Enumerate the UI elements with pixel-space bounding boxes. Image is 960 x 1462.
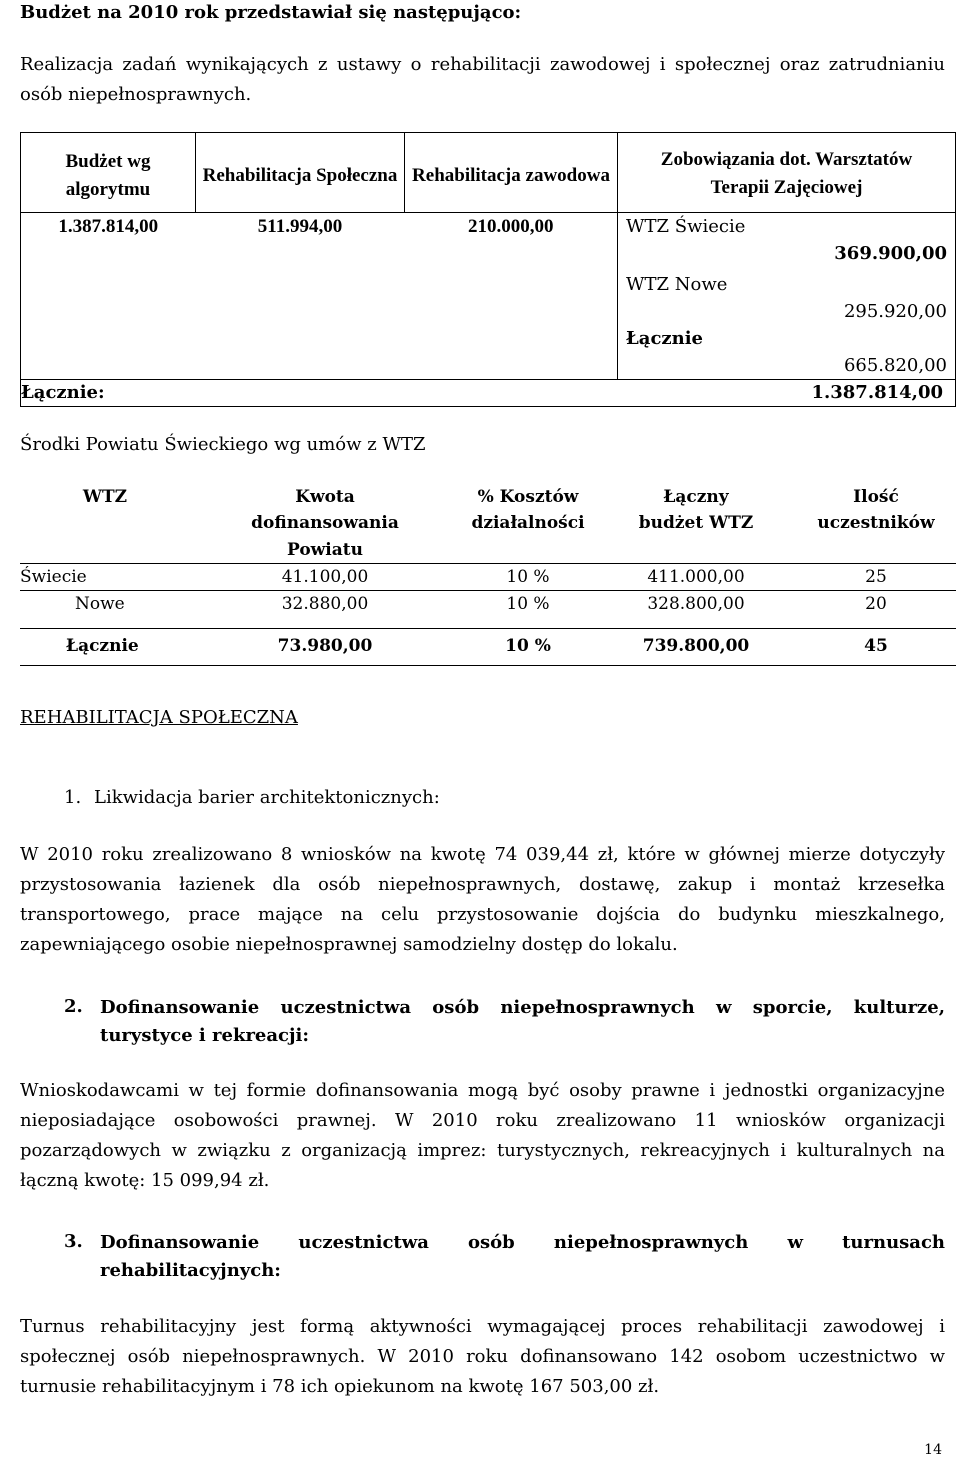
budget-total-label: Łącznie: [21,380,618,407]
wtz-item-swiecie-label: WTZ Świecie [626,216,746,237]
budget-value-spoleczna: 511.994,00 [196,213,405,380]
budget-header-spoleczna: Rehabilitacja Społeczna [196,133,405,213]
page-number: 14 [924,1442,942,1458]
item1-title: Likwidacja barier architektonicznych: [94,787,440,808]
wtz-header-budzet: Łączny budżet WTZ [638,487,754,534]
item2-text: Wnioskodawcami w tej formie dofinansowania mogą być osoby prawne i jednostki organizacyjne nieposiadające osobowości prawnej. W 2010 roku zrealizowano 11 wniosków organizacji pozarządowych w związku z organizacją imprez: turystycznych, rekreacyjnych i kulturalnych na łączną kwotę: 15 099,94 zł. [20,1080,945,1191]
item2-number: 2. [64,996,83,1017]
wtz-item-nowe-value: 295.920,00 [843,301,947,322]
intro-paragraph: Realizacja zadań wynikających z ustawy o rehabilitacji zawodowej i społecznej oraz zatrudnianiu osób niepełnosprawnych. [20,54,945,105]
wtz-row-procent: 10 % [506,594,550,615]
wtz-row-name: Świecie [20,567,87,588]
wtz-row-budzet: 328.800,00 [647,594,745,615]
wtz-item-total-value: 665.820,00 [843,355,947,376]
wtz-total-ilosc: 45 [864,635,888,656]
wtz-list [618,213,956,380]
page-heading: Budżet na 2010 rok przedstawiał się następująco: [20,2,522,23]
item1-number: 1. [64,787,82,808]
section-srodki-title: Środki Powiatu Świeckiego wg umów z WTZ [20,434,426,455]
budget-header-zawodowa: Rehabilitacja zawodowa [405,133,618,213]
item3-number: 3. [64,1231,83,1252]
item1-text: W 2010 roku zrealizowano 8 wniosków na kwotę 74 039,44 zł, które w głównej mierze dotyczyły przystosowania łazienek dla osób niepełnosprawnych, dostawę, zakup i montaż krzesełka transportowego, prace mające na celu przystosowanie dojścia do budynku mieszkalnego, zapewniającego osobie niepełnosprawnej samodzielny dostęp do lokalu. [20,844,945,955]
wtz-total-kwota: 73.980,00 [277,635,373,656]
wtz-row-name: Nowe [75,594,125,615]
wtz-item-total-label: Łącznie [626,328,704,349]
wtz-row-ilosc: 25 [865,567,887,588]
budget-value-zawodowa: 210.000,00 [405,213,618,380]
wtz-row-ilosc: 20 [865,594,887,615]
wtz-item-swiecie-value: 369.900,00 [834,243,947,264]
wtz-total-procent: 10 % [505,635,551,656]
wtz-row-budzet: 411.000,00 [647,567,745,588]
wtz-header-ilosc: Ilość uczestników [817,487,935,534]
section-rehabilitacja-title: REHABILITACJA SPOŁECZNA [20,707,298,728]
item3-title: Dofinansowanie uczestnictwa osób niepełnosprawnych w turnusach rehabilitacyjnych: [100,1232,945,1281]
wtz-header-name: WTZ [82,487,128,507]
wtz-total-budzet: 739.800,00 [642,635,750,656]
budget-table [20,132,956,407]
wtz-table [20,484,956,666]
budget-header-algorytm: Budżet wg algorytmu [21,133,196,213]
wtz-item-nowe-label: WTZ Nowe [626,274,728,295]
item3-text: Turnus rehabilitacyjny jest formą aktywności wymagającej proces rehabilitacji zawodowej i społecznej osób niepełnosprawnych. W 2010 roku dofinansowano 142 osobom uczestnictwo w turnusie rehabilitacyjnym i 78 ich opiekunom na kwotę 167 503,00 zł. [20,1316,945,1397]
item2-title: Dofinansowanie uczestnictwa osób niepełnosprawnych w sporcie, kulturze, turystyce i rekreacji: [100,997,945,1046]
budget-header-wtz: Zobowiązania dot. Warsztatów Terapii Zajęciowej [618,133,956,213]
budget-total-value: 1.387.814,00 [618,380,956,407]
budget-value-algorytm: 1.387.814,00 [21,213,196,380]
wtz-header-kwota: Kwota dofinansowania Powiatu [251,487,399,560]
wtz-header-procent: % Kosztów działalności [471,487,585,534]
wtz-row-kwota: 41.100,00 [281,567,369,588]
wtz-row-procent: 10 % [506,567,550,588]
wtz-total-name: Łącznie [66,635,139,656]
wtz-row-kwota: 32.880,00 [281,594,369,615]
